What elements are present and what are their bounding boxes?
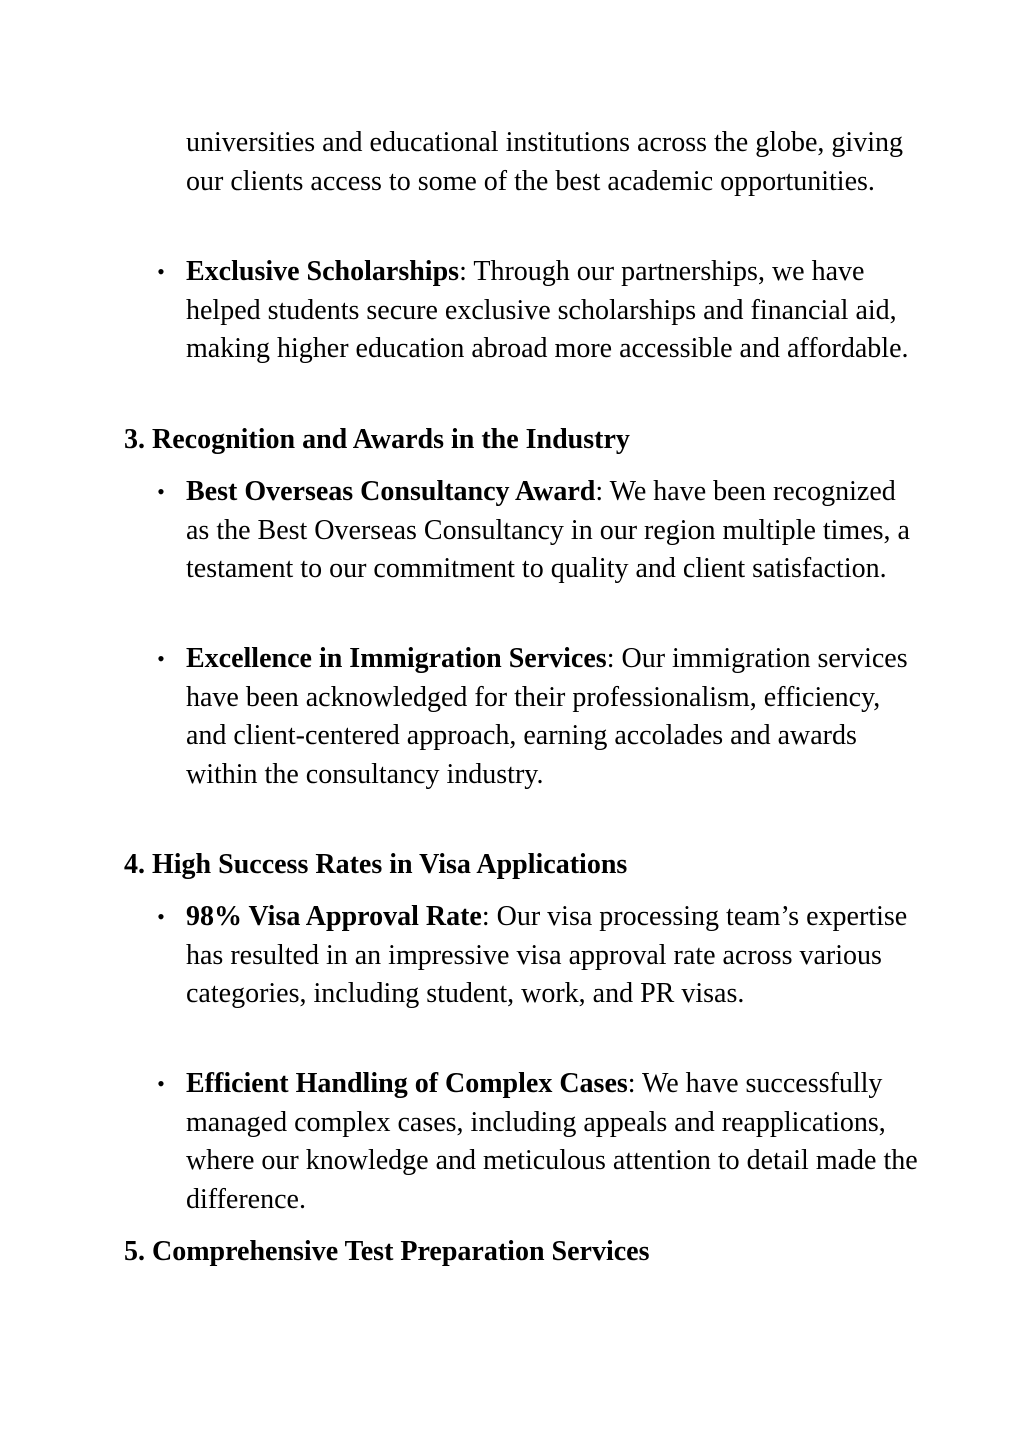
list-item-exclusive-scholarships xyxy=(157,253,926,369)
list-item-separator: : xyxy=(606,643,615,674)
list-item-separator: : xyxy=(627,1068,636,1099)
list-item-continuation xyxy=(186,124,926,201)
section-heading-5: 5. Comprehensive Test Preparation Services xyxy=(124,1236,650,1267)
list-item-efficient-handling-of-complex-cases xyxy=(157,1065,926,1219)
list-item-text: Our visa processing team’s expertise has resulted in an impressive visa approval rate across various categories, including student, work, and PR visas. xyxy=(186,901,908,1009)
section-heading-3: 3. Recognition and Awards in the Industry xyxy=(124,424,630,455)
list-item-best-overseas-consultancy-award xyxy=(157,473,926,589)
bullet-icon: • xyxy=(157,479,165,504)
list-item-term: Best Overseas Consultancy Award xyxy=(186,476,596,507)
list-item-term: Exclusive Scholarships xyxy=(186,256,460,287)
list-item-text: Our immigration services have been acknowledged for their professionalism, efficiency, and client-centered approach, earning accolades and awards within the consultancy industry. xyxy=(186,643,908,790)
list-item-term: Excellence in Immigration Services xyxy=(186,643,607,674)
list-item-excellence-in-immigration-services xyxy=(157,640,926,794)
list-item-separator: : xyxy=(481,901,490,932)
bullet-icon: • xyxy=(157,646,165,671)
list-item-separator: : xyxy=(595,476,604,507)
bullet-icon: • xyxy=(157,1071,165,1096)
bullet-icon: • xyxy=(157,259,165,284)
list-item-text: Through our partnerships, we have helped students secure exclusive scholarships and financial aid, making higher education abroad more accessible and affordable. xyxy=(186,256,909,364)
list-item-visa-approval-rate xyxy=(157,898,926,1014)
list-item-text: We have been recognized as the Best Overseas Consultancy in our region multiple times, a testament to our commitment to quality and client satisfaction. xyxy=(186,476,910,584)
list-item-text: We have successfully managed complex cases, including appeals and reapplications, where our knowledge and meticulous attention to detail made the difference. xyxy=(186,1068,918,1215)
list-item-text: universities and educational institutions across the globe, giving our clients access to some of the best academic opportunities. xyxy=(186,127,903,197)
list-item-term: 98% Visa Approval Rate xyxy=(186,901,482,932)
list-item-term: Efficient Handling of Complex Cases xyxy=(186,1068,628,1099)
list-item-separator: : xyxy=(459,256,467,287)
section-heading-4: 4. High Success Rates in Visa Applications xyxy=(124,849,628,880)
bullet-icon: • xyxy=(157,904,165,929)
